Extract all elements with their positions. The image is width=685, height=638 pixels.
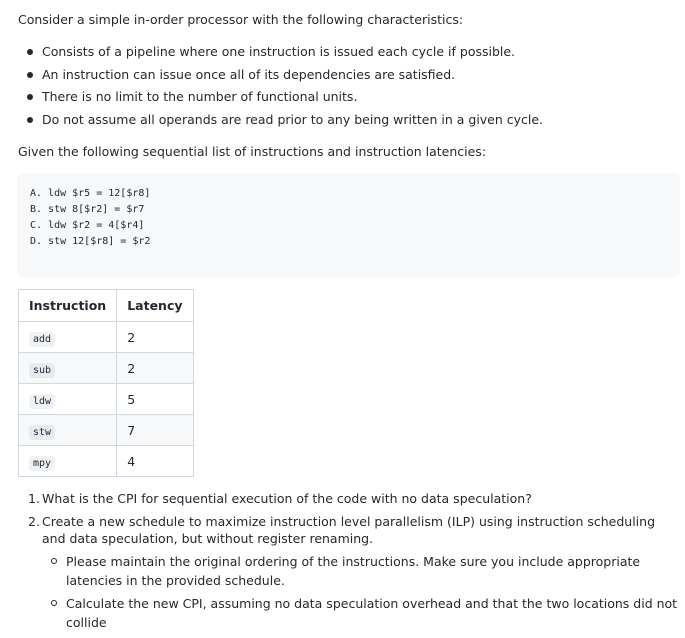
intro-paragraph: Consider a simple in-order processor with the following characteristics: (18, 12, 464, 27)
list-item: Do not assume all operands are read prior to any being written in a given cycle. (18, 112, 543, 135)
code-line: C. ldw $r2 = 4[$r4] (30, 220, 145, 231)
characteristics-list (18, 44, 543, 134)
sub-list (42, 552, 678, 632)
instruction-code: ldw (29, 394, 55, 409)
latency-value: 4 (117, 446, 193, 477)
list-item: An instruction can issue once all of its dependencies are satisfied. (18, 67, 543, 90)
code-listing (30, 186, 680, 250)
list-item: Consists of a pipeline where one instruction is issued each cycle if possible. (18, 44, 543, 67)
instruction-code: stw (29, 425, 55, 440)
instruction-code: sub (29, 363, 55, 378)
instruction-code: add (29, 332, 55, 347)
list-item: There is no limit to the number of functional units. (18, 89, 543, 112)
table-row (19, 322, 194, 353)
column-header-latency: Latency (117, 290, 193, 322)
question-item (28, 490, 678, 507)
question-text: Create a new schedule to maximize instruction level parallelism (ILP) using instruction scheduling and data speculation, but without register renaming. (42, 514, 656, 546)
sub-list-item: Calculate the new CPI, assuming no data speculation overhead and that the two locations did not collide (42, 594, 678, 632)
question-item (28, 513, 678, 632)
latency-table (18, 289, 194, 477)
given-paragraph: Given the following sequential list of instructions and instruction latencies: (18, 144, 487, 159)
table-row (19, 446, 194, 477)
code-block (17, 173, 680, 277)
latency-value: 7 (117, 415, 193, 446)
table-row (19, 353, 194, 384)
instruction-code: mpy (29, 456, 55, 471)
column-header-instruction: Instruction (19, 290, 117, 322)
table-header-row (19, 290, 194, 322)
code-line: D. stw 12[$r8] = $r2 (30, 236, 151, 247)
table-row (19, 384, 194, 415)
table-row (19, 415, 194, 446)
question-number: 2. (28, 514, 40, 529)
sub-list-item: Please maintain the original ordering of the instructions. Make sure you include appropriate latencies in the provided schedule. (42, 552, 678, 590)
question-text: What is the CPI for sequential execution of the code with no data speculation? (42, 491, 532, 506)
questions-list (28, 490, 678, 638)
code-line: B. stw 8[$r2] = $r7 (30, 204, 145, 215)
latency-value: 2 (117, 322, 193, 353)
code-line: A. ldw $r5 = 12[$r8] (30, 188, 151, 199)
latency-value: 2 (117, 353, 193, 384)
question-number: 1. (28, 491, 40, 506)
latency-value: 5 (117, 384, 193, 415)
